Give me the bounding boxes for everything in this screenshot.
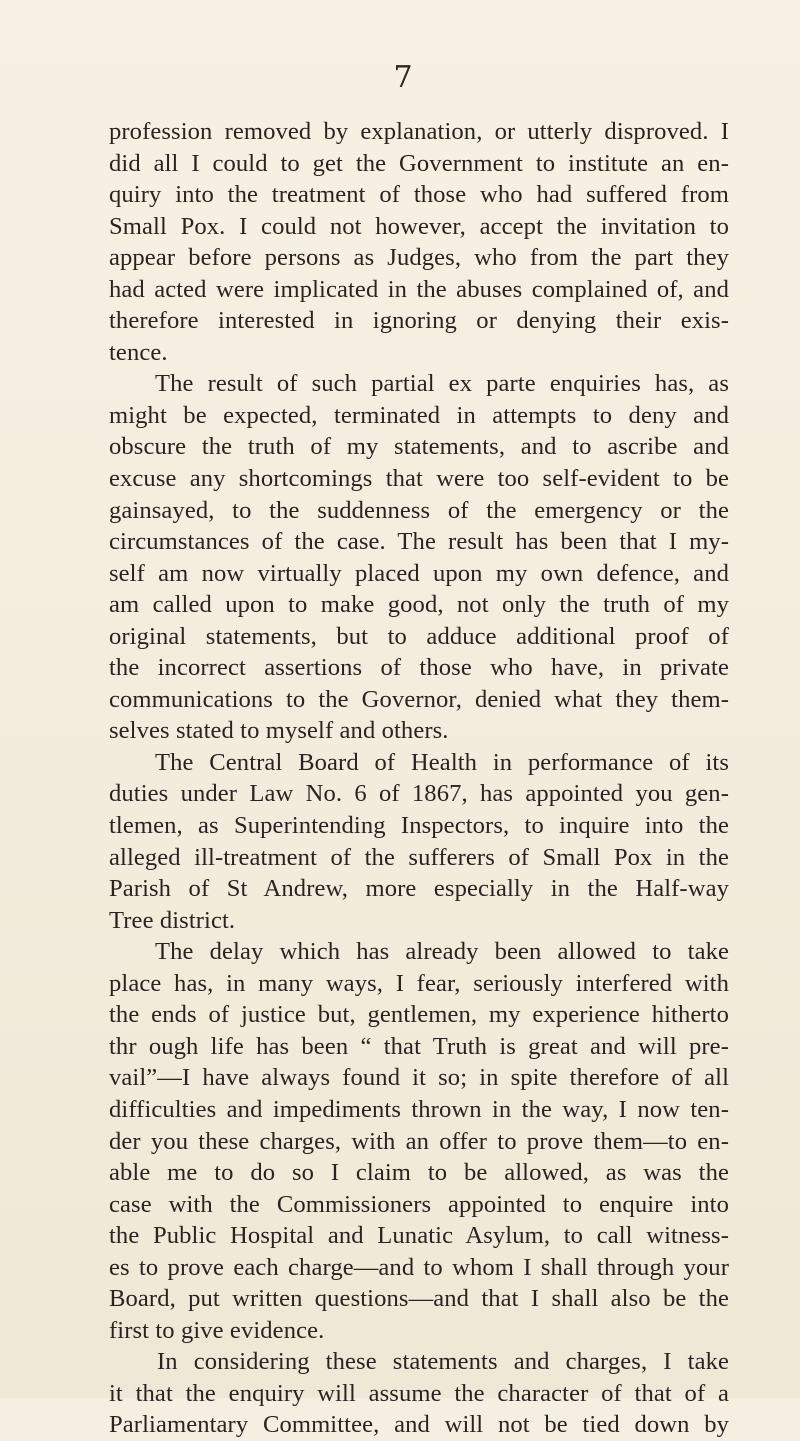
line-start: The Central Board of Health in performance of its — [155, 748, 729, 776]
text-line: thr ough life has been “ that Truth is great and will pre- — [109, 1032, 729, 1060]
text-line: am called upon to make good, not only the truth of my — [109, 591, 729, 619]
line-start: In considering these statements and charges, I take — [157, 1348, 729, 1376]
text-line: quiry into the treatment of those who had suffered from — [109, 181, 729, 209]
text-line: der you these charges, with an offer to prove them—to en- — [109, 1127, 729, 1155]
text-line: tlemen, as Superintending Inspectors, to inquire into the — [109, 812, 729, 840]
line-start: The result of such partial ex parte enquiries has, as — [155, 370, 729, 398]
text-line: es to prove each charge—and to whom I shall through your — [109, 1253, 729, 1281]
text-line: the incorrect assertions of those who have, in private — [109, 654, 729, 682]
text-line: Small Pox. I could not however, accept the invitation to — [109, 212, 729, 240]
paragraph-3 — [109, 747, 729, 936]
text-line: communications to the Governor, denied what they them- — [109, 685, 729, 713]
text-line: able me to do so I claim to be allowed, as was the — [109, 1159, 729, 1187]
text-line: had acted were implicated in the abuses complained of, and — [109, 275, 729, 303]
text-line: case with the Commissioners appointed to enquire into — [109, 1190, 729, 1218]
text-line: therefore interested in ignoring or denying their exis- — [109, 307, 729, 335]
text-line: it that the enquiry will assume the character of that of a — [109, 1379, 729, 1407]
paragraph-5 — [109, 1346, 729, 1441]
text-line: the Public Hospital and Lunatic Asylum, to call witness- — [109, 1222, 729, 1250]
text-line: difficulties and impediments thrown in the way, I now ten- — [109, 1095, 729, 1123]
text-line — [109, 747, 729, 779]
text-line: excuse any shortcomings that were too self-evident to be — [109, 465, 729, 493]
text-line — [109, 1346, 729, 1378]
text-line: Parish of St Andrew, more especially in the Half-way — [109, 875, 729, 903]
paragraph-1 — [109, 116, 729, 368]
text-line: Parliamentary Committee, and will not be tied down by — [109, 1411, 729, 1439]
text-line: circumstances of the case. The result has been that I my- — [109, 528, 729, 556]
text-line: gainsayed, to the suddenness of the emergency or the — [109, 496, 729, 524]
paragraph-4 — [109, 936, 729, 1346]
paragraph-2 — [109, 368, 729, 747]
text-line: Tree district. — [109, 906, 236, 934]
text-line: vail”—I have always found it so; in spite therefore of all — [109, 1064, 729, 1092]
text-line: obscure the truth of my statements, and to ascribe and — [109, 433, 729, 461]
body-text — [109, 116, 729, 1441]
text-line: profession removed by explanation, or utterly disproved. I — [109, 118, 729, 145]
text-line — [109, 936, 729, 968]
text-line: did all I could to get the Government to institute an en- — [109, 149, 729, 177]
text-line: alleged ill-treatment of the sufferers of Small Pox in the — [109, 843, 729, 871]
text-line: appear before persons as Judges, who from the part they — [109, 244, 729, 272]
text-line: duties under Law No. 6 of 1867, has appointed you gen- — [109, 780, 729, 808]
text-line: first to give evidence. — [109, 1316, 325, 1344]
text-line: Board, put written questions—and that I shall also be the — [109, 1285, 729, 1313]
text-line: place has, in many ways, I fear, seriously interfered with — [109, 969, 729, 997]
text-line: tence. — [109, 338, 168, 366]
text-line: self am now virtually placed upon my own defence, and — [109, 559, 729, 587]
text-line: might be expected, terminated in attempts to deny and — [109, 401, 729, 429]
text-line: selves stated to myself and others. — [109, 717, 449, 745]
text-line: original statements, but to adduce additional proof of — [109, 622, 729, 650]
text-line: the ends of justice but, gentlemen, my experience hitherto — [109, 1001, 729, 1029]
text-line — [109, 368, 729, 400]
page-number: 7 — [393, 60, 413, 95]
line-start: The delay which has already been allowed to take — [155, 938, 729, 966]
